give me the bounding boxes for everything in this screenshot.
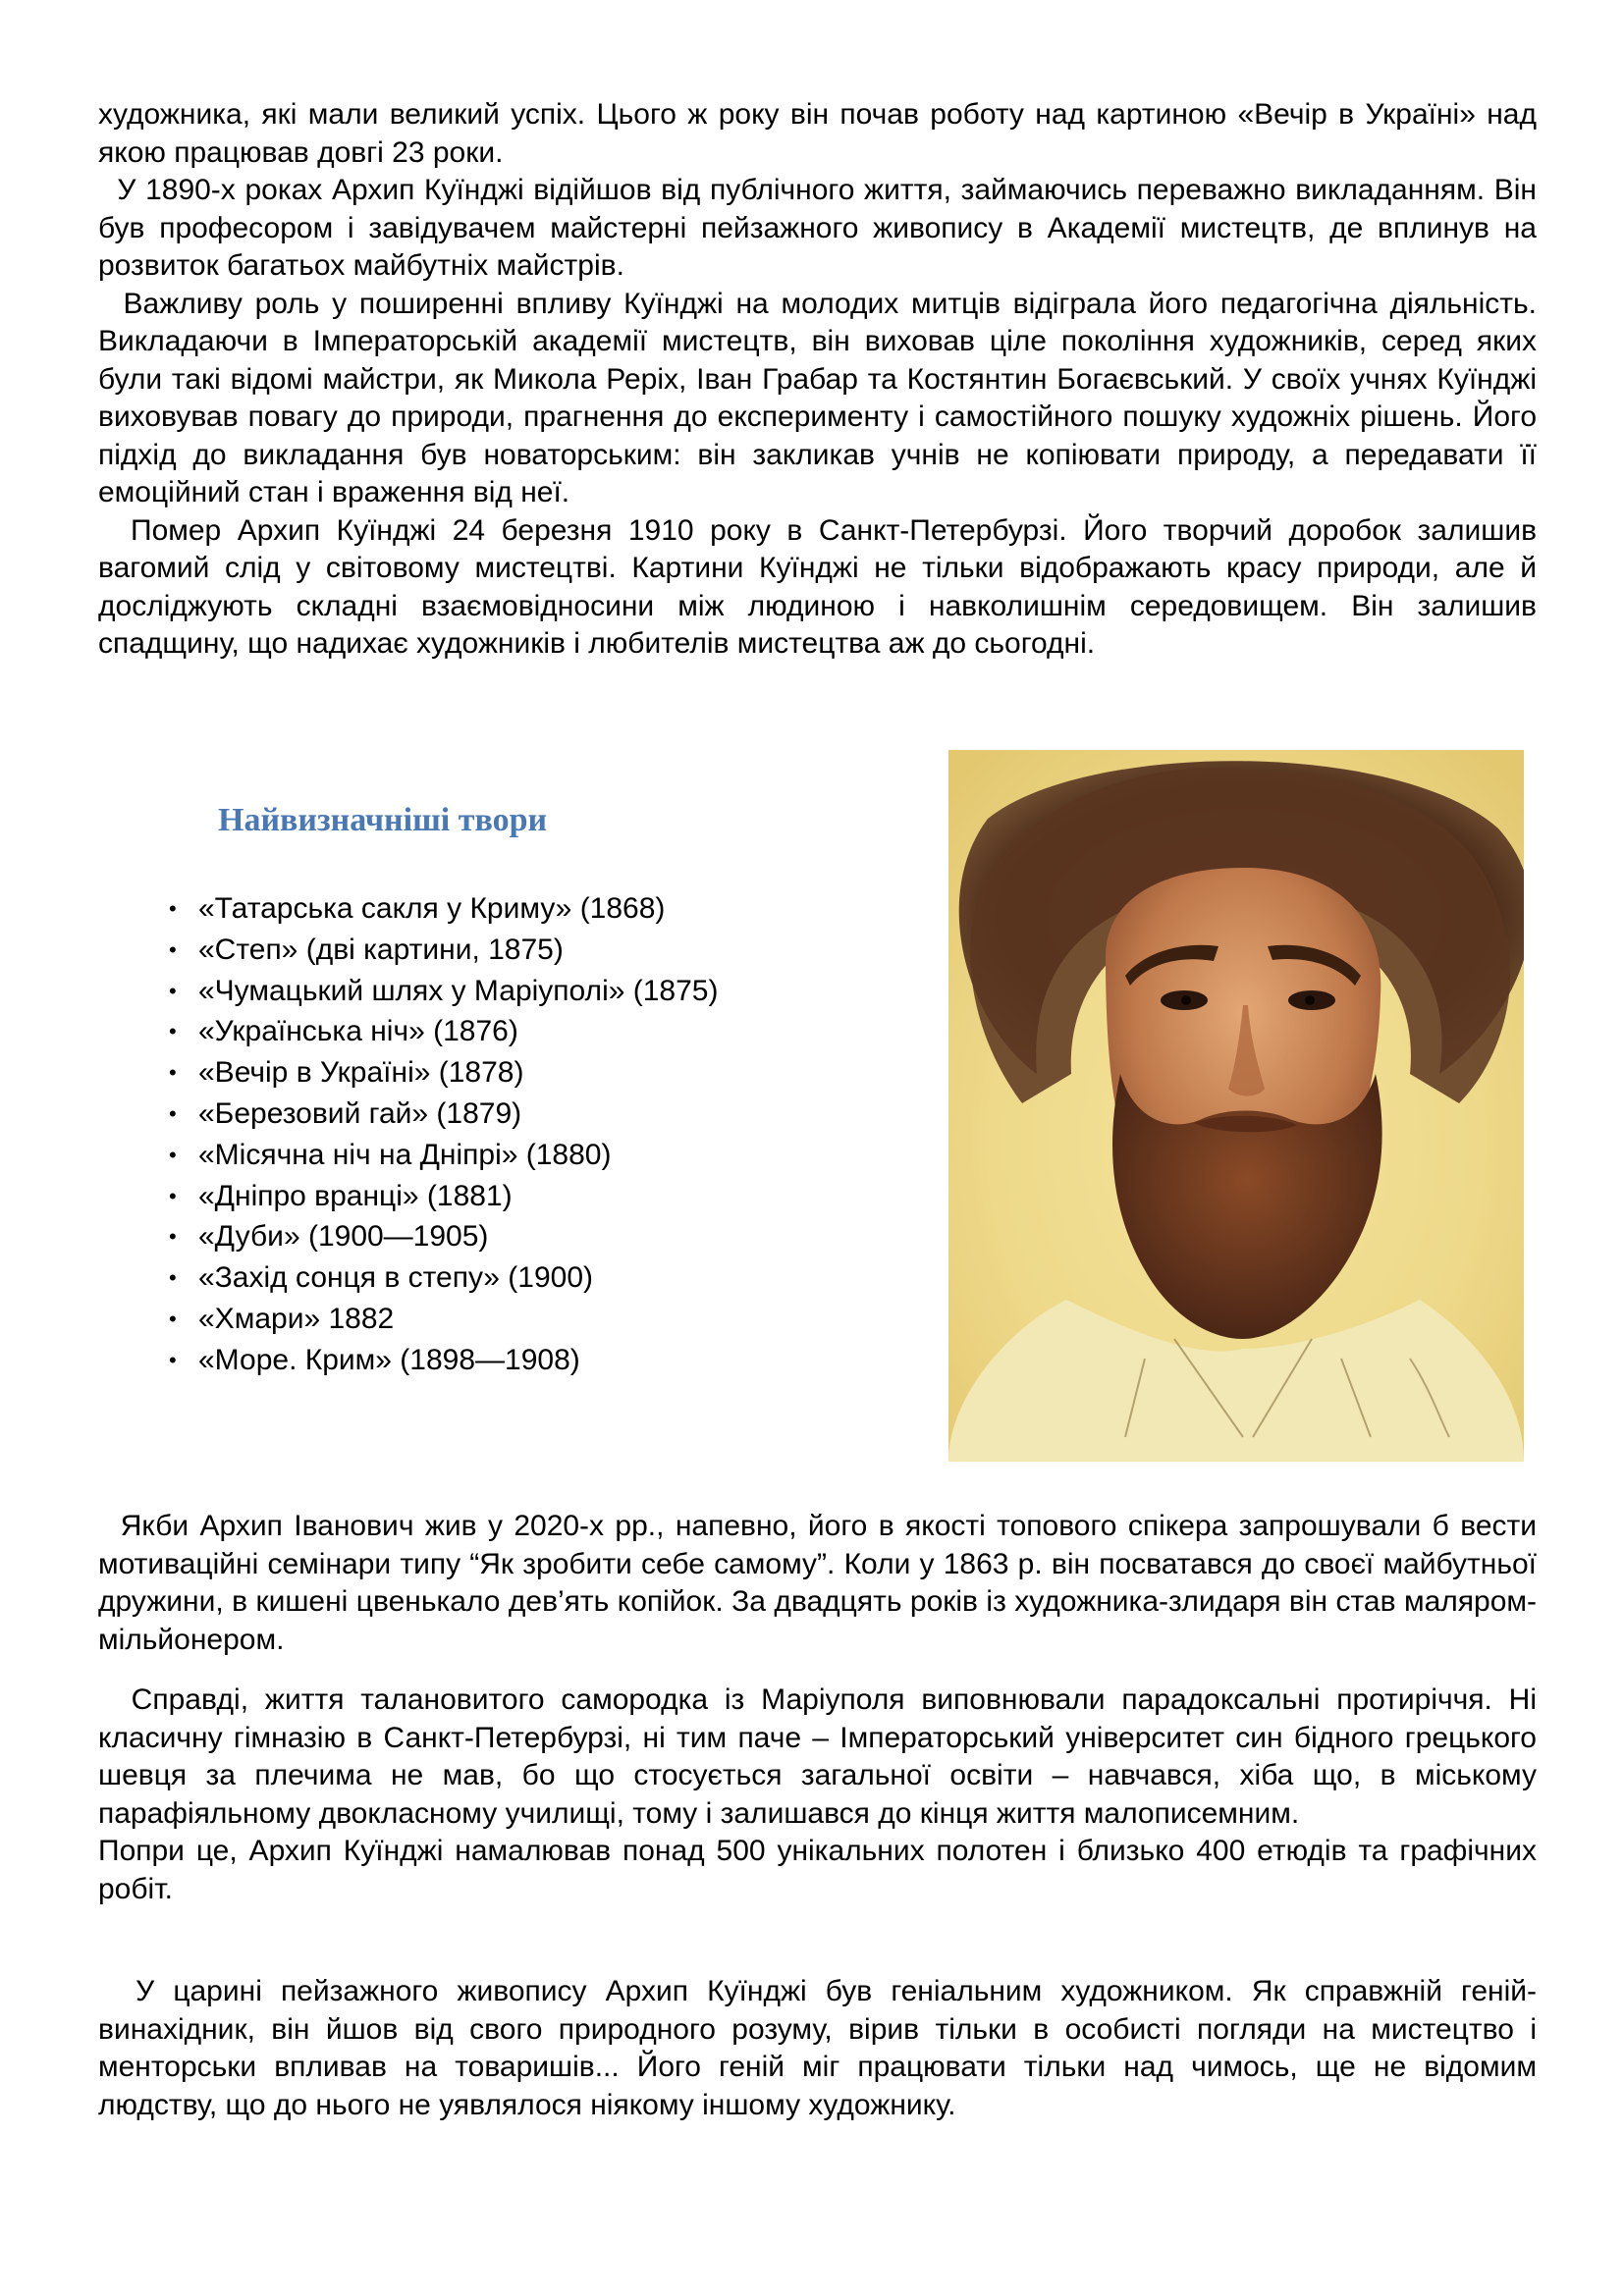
- list-item: • «Українська ніч» (1876): [169, 1011, 718, 1052]
- intro-paragraph: У 1890-х роках Архип Куїнджі відійшов від публічного життя, займаючись переважно викладанням. Він був професором і завідувачем майстерні пейзажного живопису в Академії мистецтв, де вплинув на розвиток багатьох майбутніх майстрів.: [98, 174, 1545, 282]
- portrait-image: [948, 750, 1524, 1462]
- list-item: • «Дуби» (1900—1905): [169, 1216, 718, 1257]
- list-item: • «Татарська сакля у Криму» (1868): [169, 888, 718, 930]
- paragraph-genius: У царині пейзажного живопису Архип Куїнджі був геніальним художником. Як справжній геній-винахідник, він йшов від свого природного розуму, вірив тільки в особисті погляди на мистецтво і менторськи впливав на товаришів... Його геній міг працювати тільки над чимось, ще не відомим людству, що до нього не уявлялося ніякому іншому художнику.: [98, 1975, 1545, 2121]
- list-item: • «Березовий гай» (1879): [169, 1094, 718, 1135]
- list-item: • «Місячна ніч на Дніпрі» (1880): [169, 1135, 718, 1176]
- list-item: • «Степ» (дві картини, 1875): [169, 930, 718, 971]
- intro-paragraph: Важливу роль у поширенні впливу Куїнджі на молодих митців відіграла його педагогічна діяльність. Викладаючи в Імператорській академії мистецтв, він виховав ціле покоління художників, серед яких були такі відомі майстри, як Микола Реріх, Іван Грабар та Костянтин Богаєвський. У своїх учнях Куїнджі виховував повагу до природи, прагнення до експерименту і самостійного пошуку художніх рішень. Його підхід до викладання був новаторським: він закликав учнів не копіювати природу, а передавати її емоційний стан і враження від неї.: [98, 287, 1545, 508]
- list-item: • «Захід сонця в степу» (1900): [169, 1257, 718, 1299]
- text-block-genius: [98, 1973, 1545, 2124]
- intro-text-block: [98, 96, 1545, 664]
- list-item: • «Чумацький шлях у Маріуполі» (1875): [169, 971, 718, 1012]
- intro-paragraph: художника, які мали великий успіх. Цього ж року він почав роботу над картиною «Вечір в Україні» над якою працював довгі 23 роки.: [98, 98, 1537, 169]
- list-item: • «Вечір в Україні» (1878): [169, 1052, 718, 1094]
- paragraph-achievements: Попри це, Архип Куїнджі намалював понад 500 унікальних полотен і близько 400 етюдів та графічних робіт.: [98, 1835, 1537, 1905]
- list-item: • «Море. Крим» (1898—1908): [169, 1340, 718, 1381]
- text-block-2020: [98, 1508, 1545, 1659]
- list-item: • «Дніпро вранці» (1881): [169, 1176, 718, 1217]
- works-list: [169, 888, 718, 1381]
- paragraph-contradictions: Справді, життя талановитого самородка із Маріуполя виповнювали парадоксальні протиріччя. Ні класичну гімназію в Санкт-Петербурзі, ні тим паче – Імператорський університет син бідного грецького шевця за плечима не мав, бо що стосується загальної освіти – навчався, хіба що, в міському парафіяльному двокласному училищі, тому і залишався до кінця життя малописемним.: [98, 1683, 1545, 1830]
- text-block-contradictions: [98, 1682, 1545, 1908]
- intro-paragraph: Помер Архип Куїнджі 24 березня 1910 року в Санкт-Петербурзі. Його творчий доробок залишив вагомий слід у світовому мистецтві. Картини Куїнджі не тільки відображають красу природи, але й досліджують складні взаємовідносини між людиною і навколишнім середовищем. Він залишив спадщину, що надихає художників і любителів мистецтва аж до сьогодні.: [98, 513, 1545, 660]
- list-item: • «Хмари» 1882: [169, 1299, 718, 1340]
- works-section-title: Найвизначніші твори: [218, 802, 548, 838]
- paragraph-2020: Якби Архип Іванович жив у 2020-х рр., напевно, його в якості топового спікера запрошували б вести мотиваційні семінари типу “Як зробити себе самому”. Коли у 1863 р. він посватався до своєї майбутньої дружини, в кишені цвенькало дев’ять копійок. За двадцять років із художника-злидаря він став маляром-мільйонером.: [98, 1510, 1545, 1656]
